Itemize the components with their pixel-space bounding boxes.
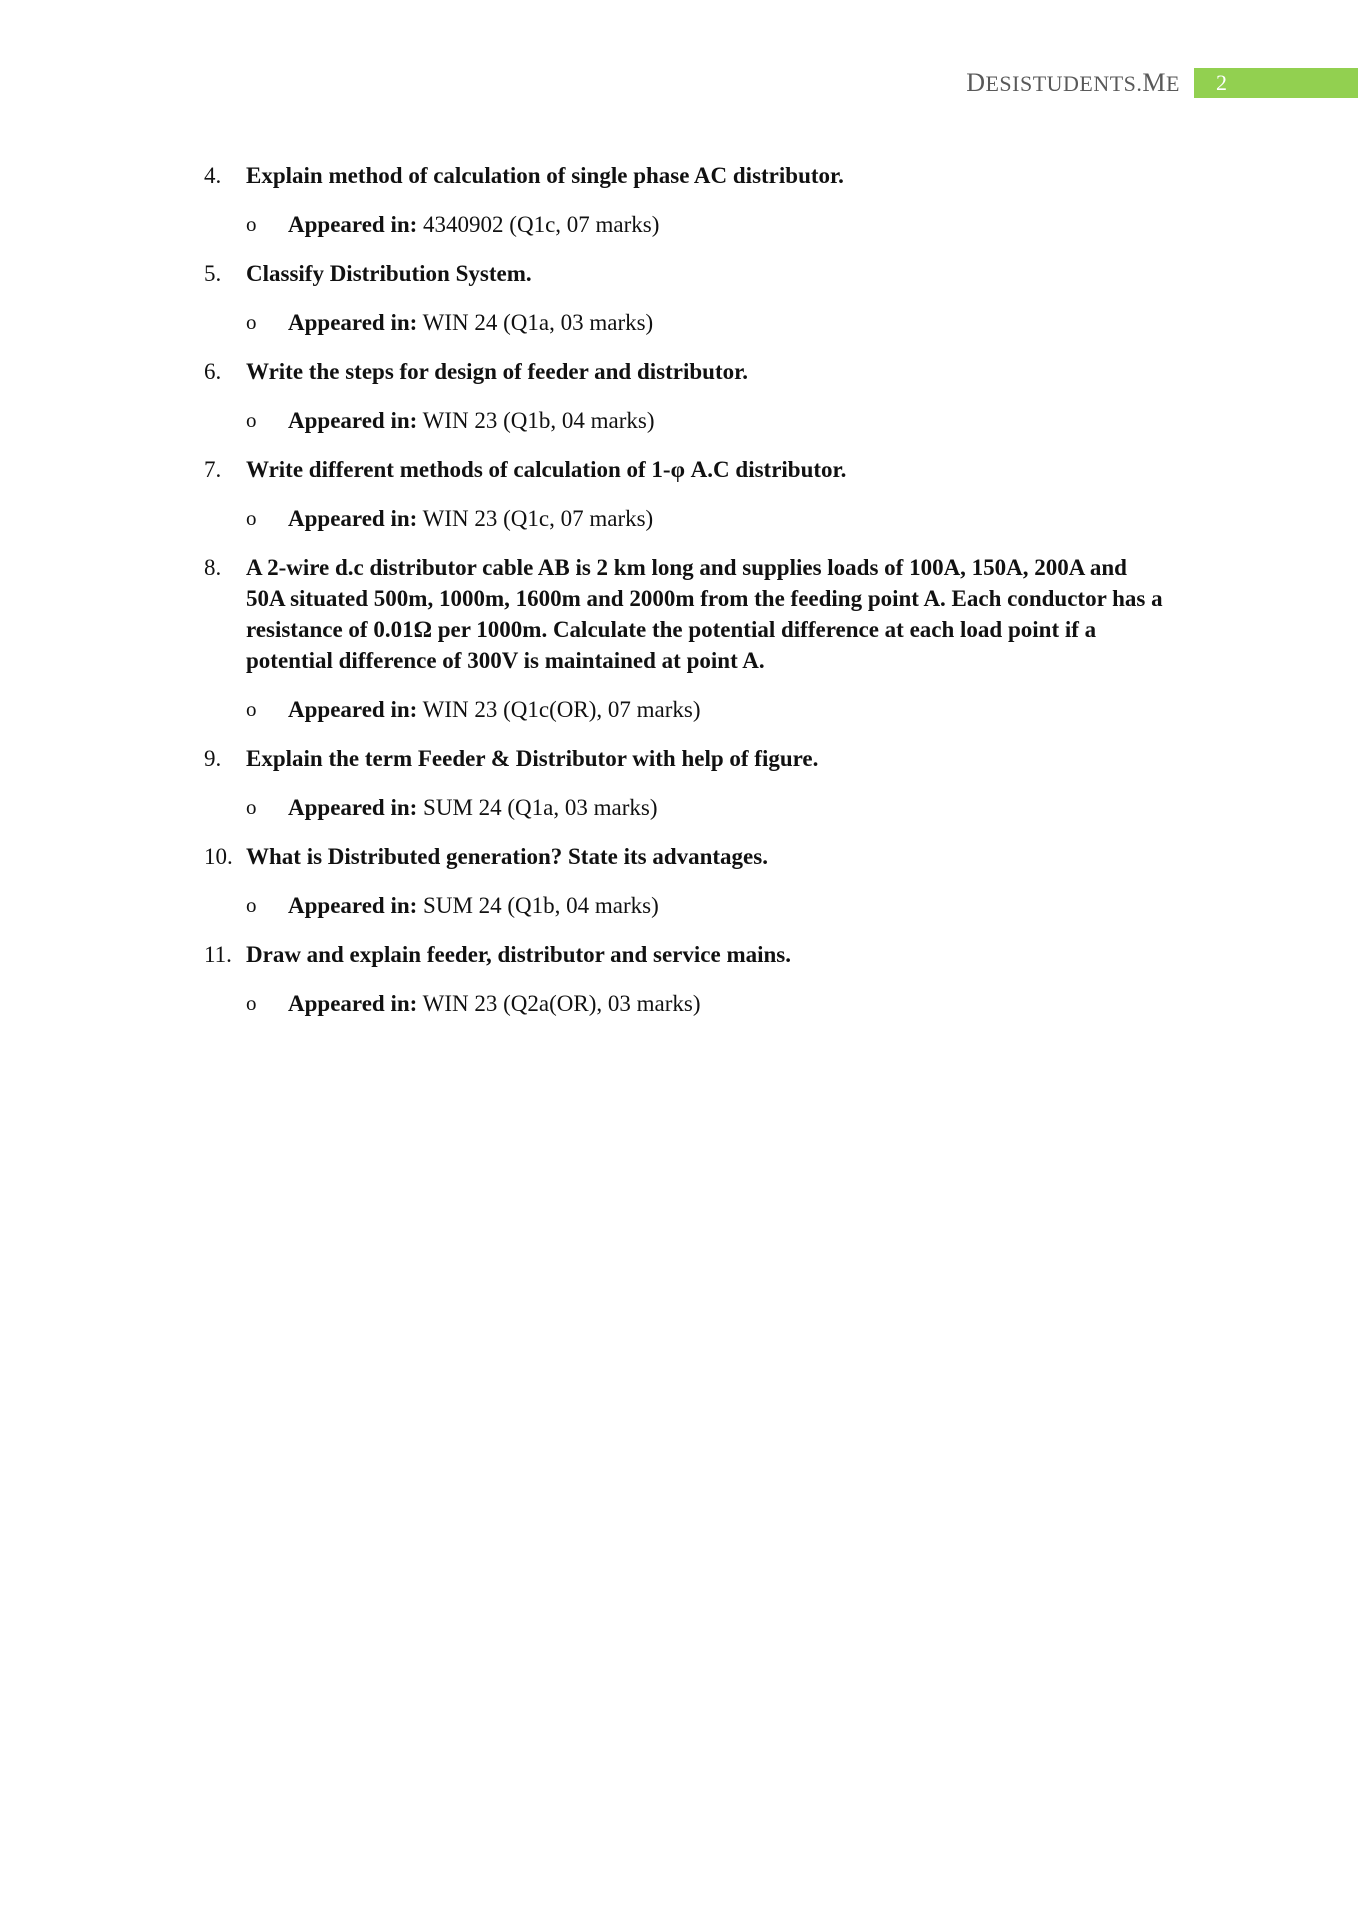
appeared-label: Appeared in: bbox=[288, 212, 418, 237]
question-text: Classify Distribution System. bbox=[246, 261, 532, 286]
site-name-dot: . bbox=[1136, 70, 1143, 96]
appeared-label: Appeared in: bbox=[288, 893, 418, 918]
question-text: Write the steps for design of feeder and distributor. bbox=[246, 359, 748, 384]
question-text: Explain method of calculation of single phase AC distributor. bbox=[246, 163, 844, 188]
appeared-value: SUM 24 (Q1a, 03 marks) bbox=[423, 795, 658, 820]
question-text: Explain the term Feeder & Distributor with help of figure. bbox=[246, 746, 819, 771]
appeared-label: Appeared in: bbox=[288, 795, 418, 820]
bullet-icon: o bbox=[246, 893, 257, 917]
appearance-entry bbox=[246, 307, 1164, 338]
question-item bbox=[204, 454, 1164, 534]
question-number: 11. bbox=[204, 942, 232, 967]
question-number: 6. bbox=[204, 359, 222, 384]
site-name-initial: D bbox=[966, 67, 986, 97]
site-name-tld-initial: M bbox=[1142, 67, 1167, 97]
appeared-value: WIN 24 (Q1a, 03 marks) bbox=[422, 310, 654, 335]
appeared-value: 4340902 (Q1c, 07 marks) bbox=[423, 212, 660, 237]
bullet-icon: o bbox=[246, 408, 257, 432]
appeared-value: WIN 23 (Q2a(OR), 03 marks) bbox=[422, 991, 701, 1016]
question-number: 4. bbox=[204, 163, 222, 188]
appeared-label: Appeared in: bbox=[288, 310, 418, 335]
question-number: 5. bbox=[204, 261, 222, 286]
site-name-rest: ESISTUDENTS bbox=[985, 70, 1137, 96]
question-item bbox=[204, 356, 1164, 436]
question-text: What is Distributed generation? State its advantages. bbox=[246, 844, 768, 869]
appearance-entry bbox=[246, 792, 1164, 823]
bullet-icon: o bbox=[246, 795, 257, 819]
question-item bbox=[204, 552, 1164, 725]
appeared-label: Appeared in: bbox=[288, 506, 418, 531]
appeared-value: WIN 23 (Q1c(OR), 07 marks) bbox=[422, 697, 701, 722]
question-number: 9. bbox=[204, 746, 222, 771]
question-text: Draw and explain feeder, distributor and service mains. bbox=[246, 942, 791, 967]
bullet-icon: o bbox=[246, 697, 257, 721]
bullet-icon: o bbox=[246, 991, 257, 1015]
site-name-tld-rest: E bbox=[1166, 70, 1180, 96]
bullet-icon: o bbox=[246, 212, 257, 236]
question-item bbox=[204, 160, 1164, 240]
question-item bbox=[204, 841, 1164, 921]
appearance-entry bbox=[246, 890, 1164, 921]
question-number: 8. bbox=[204, 555, 222, 580]
question-text: Write different methods of calculation of 1-φ A.C distributor. bbox=[246, 457, 847, 482]
appearance-entry bbox=[246, 694, 1164, 725]
page-header bbox=[966, 68, 1358, 98]
question-item bbox=[204, 743, 1164, 823]
appearance-entry bbox=[246, 209, 1164, 240]
appearance-entry bbox=[246, 405, 1164, 436]
appeared-value: SUM 24 (Q1b, 04 marks) bbox=[423, 893, 659, 918]
site-name bbox=[966, 68, 1180, 99]
question-text: A 2-wire d.c distributor cable AB is 2 km long and supplies loads of 100A, 150A, 200A and 50A situated 500m, 1000m, 1600m and 2000m from the feeding point A. Each conductor has a resistance of 0.01Ω per 1000m. Calculate the potential difference at each load point if a potential difference of 300V is maintained at point A. bbox=[246, 555, 1163, 673]
appeared-label: Appeared in: bbox=[288, 991, 418, 1016]
question-number: 7. bbox=[204, 457, 222, 482]
bullet-icon: o bbox=[246, 310, 257, 334]
appeared-value: WIN 23 (Q1c, 07 marks) bbox=[422, 506, 654, 531]
question-item bbox=[204, 939, 1164, 1019]
appearance-entry bbox=[246, 988, 1164, 1019]
question-item bbox=[204, 258, 1164, 338]
question-number: 10. bbox=[204, 844, 233, 869]
bullet-icon: o bbox=[246, 506, 257, 530]
page-number: 2 bbox=[1194, 68, 1358, 98]
appeared-label: Appeared in: bbox=[288, 408, 418, 433]
appearance-entry bbox=[246, 503, 1164, 534]
appeared-label: Appeared in: bbox=[288, 697, 418, 722]
appeared-value: WIN 23 (Q1b, 04 marks) bbox=[422, 408, 655, 433]
question-list bbox=[204, 160, 1164, 1037]
